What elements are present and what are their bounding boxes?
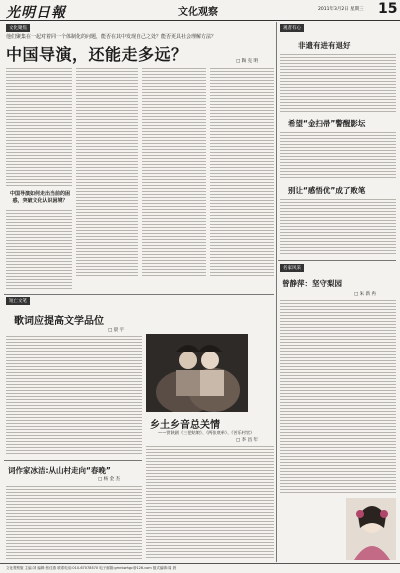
feature-byline: □ 李 昌 年 <box>236 438 259 443</box>
sidebar-body-2 <box>280 130 396 180</box>
sidebar-tag: 观者有心 <box>280 24 304 32</box>
sidebar-headline-3: 别让“感悟优”成了败笔 <box>288 186 366 195</box>
issue-date: 2011年3月2日 星期三 <box>318 7 364 12</box>
lead-column-2 <box>76 66 138 290</box>
essay-byline: □ 晨 宇 <box>108 328 125 333</box>
column-divider <box>276 22 277 562</box>
sidebar-body-4 <box>280 298 396 498</box>
opera-photo <box>146 334 248 412</box>
sidebar-headline-4: 曾静萍：坚守梨园 <box>282 279 342 288</box>
lead-column-4 <box>210 66 274 290</box>
bottomleft-body <box>6 484 142 560</box>
lead-byline: □ 陶 克 明 <box>236 59 259 64</box>
lead-column-3 <box>142 66 206 290</box>
sidebar-tag-2: 名家风采 <box>280 264 304 272</box>
feature-headline: 乡土乡音总关情 <box>150 420 220 431</box>
feature-body <box>146 444 274 560</box>
lead-subhead: 中国导演如何走出当前的困惑，突破文化认识困境？ <box>9 191 70 204</box>
sidebar-headline-2: 希望“金扫帚”警醒影坛 <box>288 119 366 128</box>
section-divider <box>4 294 274 295</box>
sidebar-headline-1: 非遗有进有退好 <box>298 41 351 50</box>
sidebar-divider <box>278 260 396 261</box>
lead-tag: 文化聚焦 <box>6 24 30 32</box>
newspaper-logo: 光明日報 <box>6 5 66 21</box>
lead-kicker: 他们聚集在一起对着同一个体制化的问题，能否在其中发现自己之处？能否更具社会理解方法？ <box>6 34 217 40</box>
portrait-photo <box>346 498 396 560</box>
lead-column-1 <box>6 66 72 186</box>
sidebar-body-3 <box>280 197 396 257</box>
section-divider-2 <box>4 460 142 461</box>
essay-tag: 短亡文笔 <box>6 297 30 305</box>
footer-text: 文化观察版 主编:刘 编辑:张佳燕 联系电话:010-67078570 电子邮箱:gmrbwhgc@126.com 版式编辑:周 晨 <box>6 566 177 570</box>
bottomleft-byline: □ 杨 金 杰 <box>98 477 121 482</box>
sidebar-body-1 <box>280 52 396 114</box>
page-number: 15 <box>378 1 398 17</box>
lead-column-1b <box>6 208 72 290</box>
bottomleft-headline: 词作家冰洁:从山村走向“春晚” <box>8 466 111 475</box>
sidebar-byline-4: □ 朱 新 冉 <box>354 292 377 297</box>
essay-body <box>6 334 142 456</box>
feature-subtitle: ——赏陕剧《三把姑娘》、《两张底单》、《苦乐村官》 <box>158 430 255 435</box>
lead-headline: 中国导演，还能走多远？ <box>6 45 188 64</box>
section-title: 文化观察 <box>178 7 218 18</box>
essay-headline: 歌词应提高文学品位 <box>14 316 104 327</box>
